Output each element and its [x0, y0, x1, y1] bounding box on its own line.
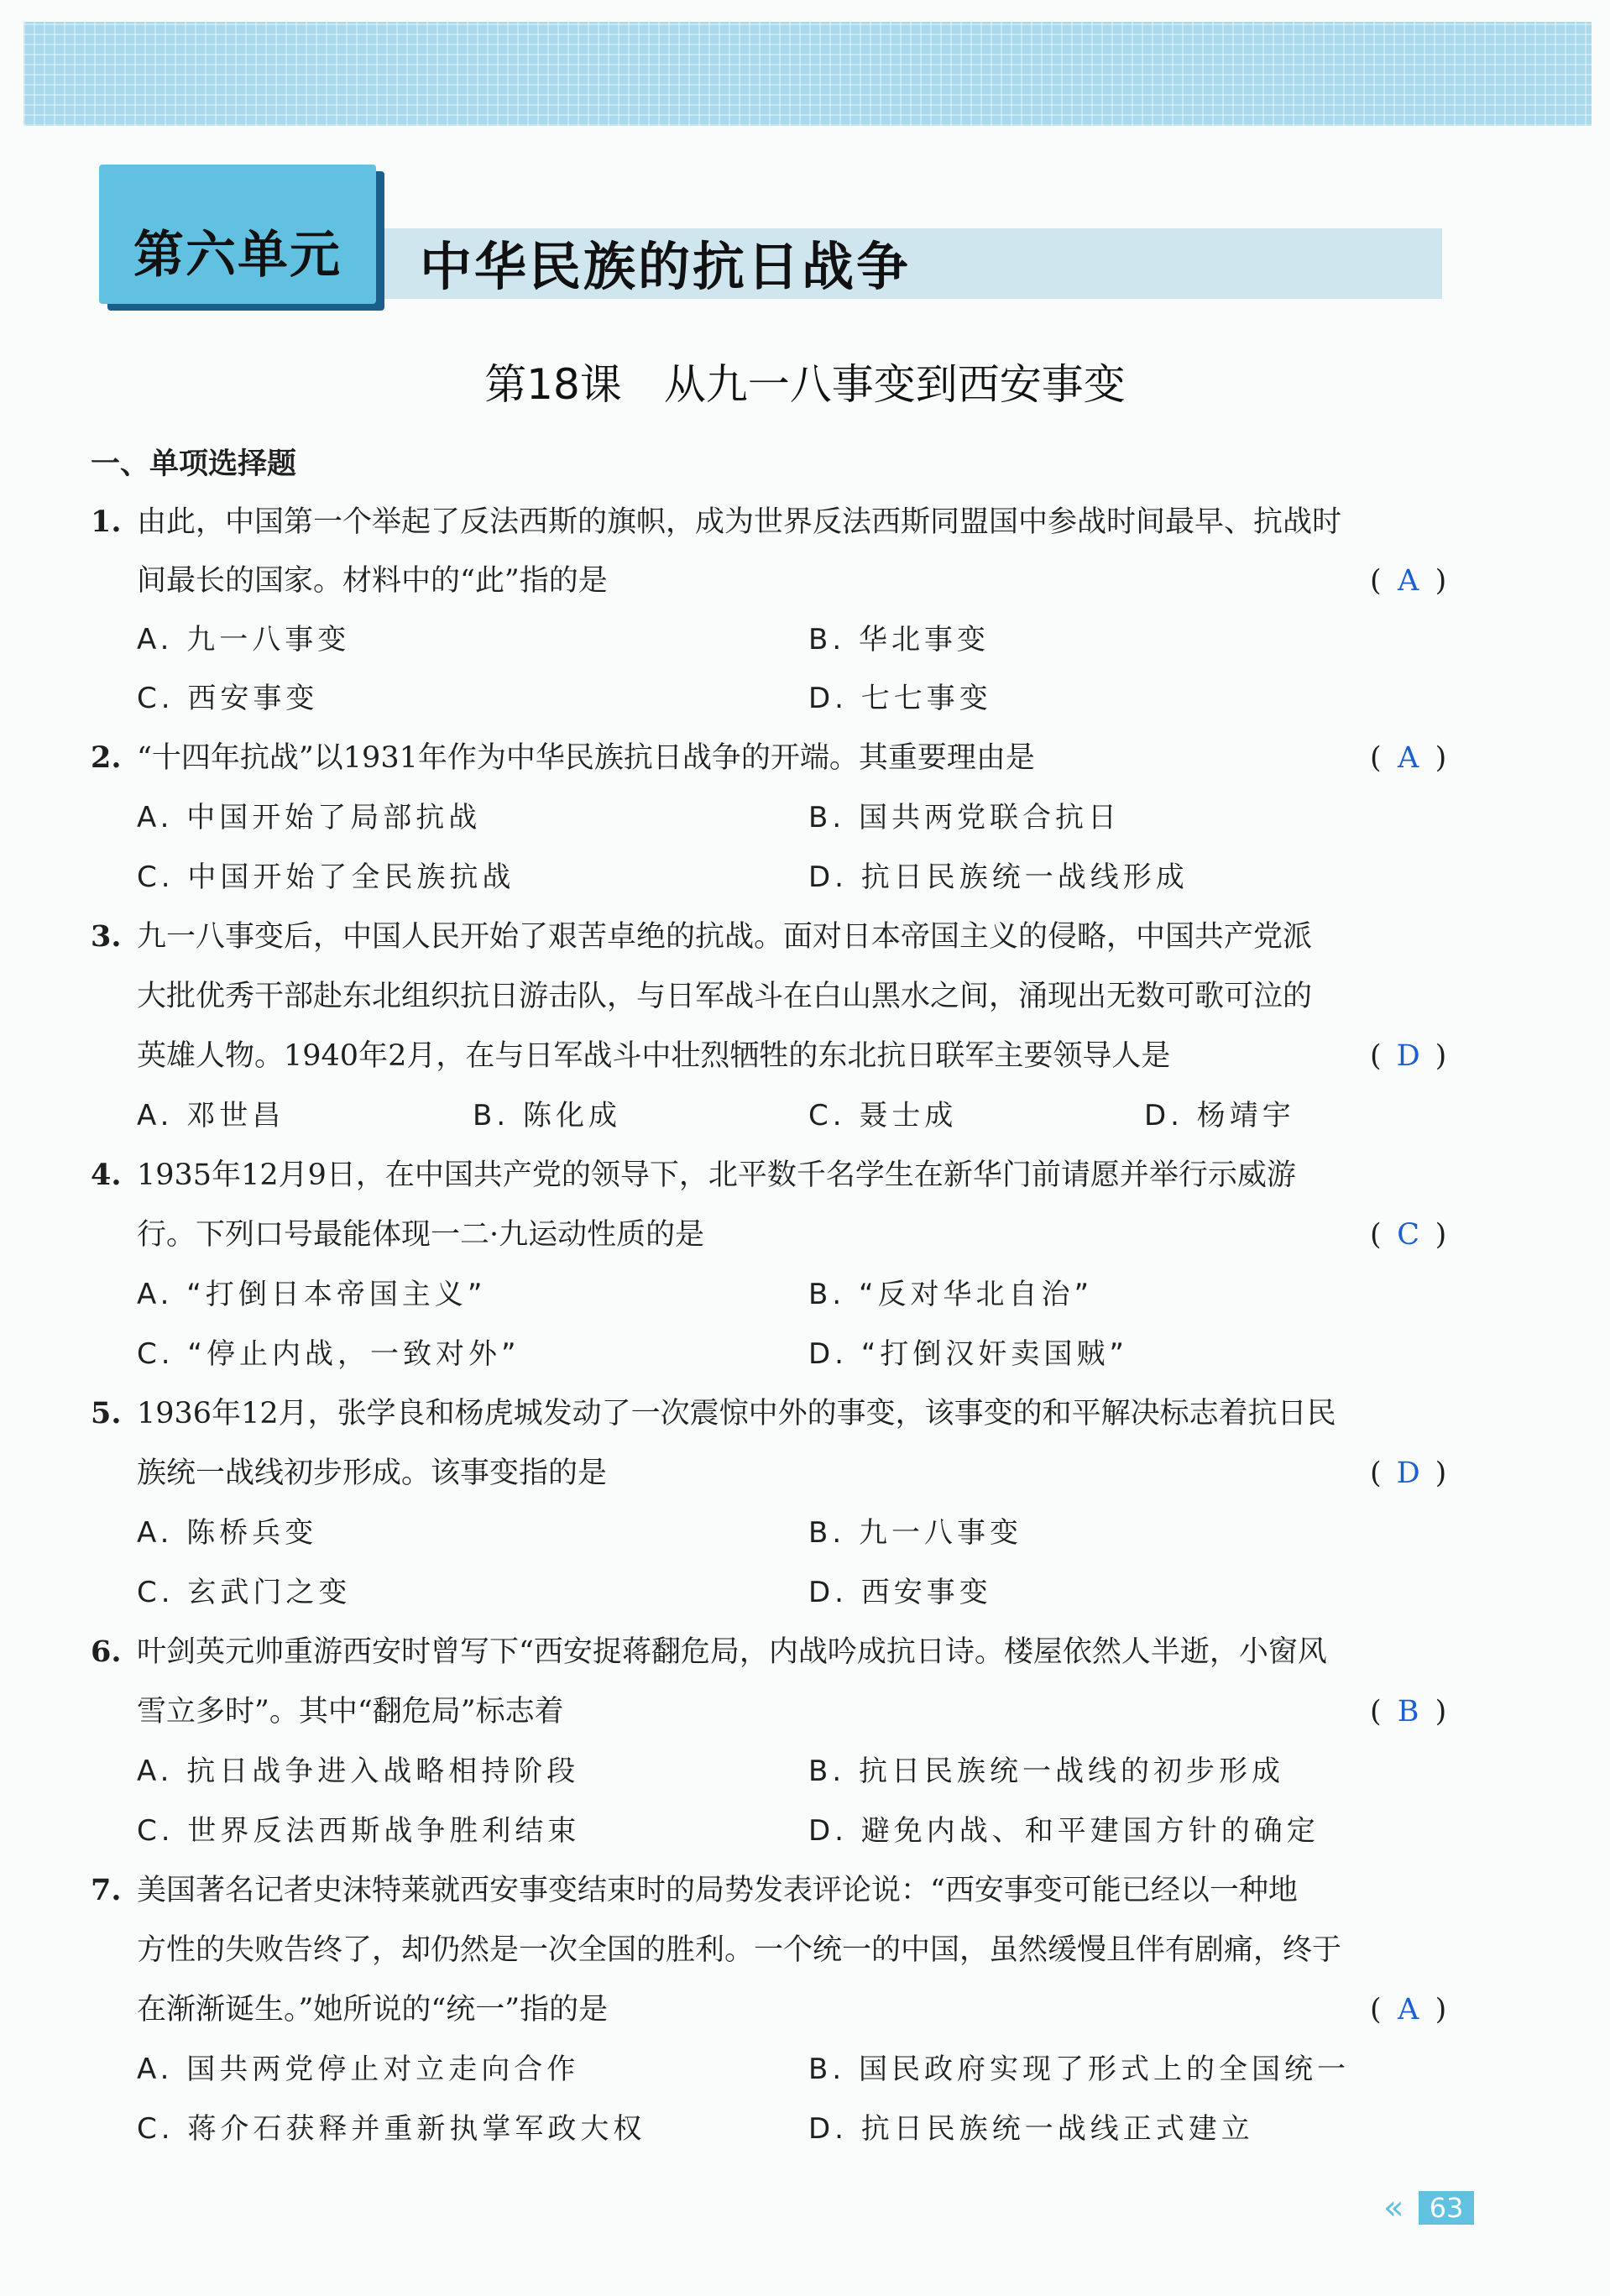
option: A. 九一八事变 — [137, 623, 351, 656]
option: D. 杨靖宇 — [1144, 1099, 1295, 1132]
answer-bracket: ( B ) — [1370, 1691, 1446, 1733]
option: C. 玄武门之变 — [137, 1576, 352, 1609]
lesson-heading — [0, 351, 1610, 411]
question-text-line: 英雄人物。1940年2月，在与日军战斗中壮烈牺牲的东北抗日联军主要领导人是 — [137, 1039, 1171, 1073]
answer-bracket: ( A ) — [1370, 560, 1446, 602]
option: B. 陈化成 — [473, 1099, 621, 1132]
unit-badge — [99, 165, 376, 304]
option: A. 中国开始了局部抗战 — [137, 801, 482, 834]
question-text-line: 在渐渐诞生。”她所说的“统一”指的是 — [137, 1993, 609, 2027]
question-number: 3. — [91, 919, 122, 954]
question-text-line: 族统一战线初步形成。该事变指的是 — [137, 1457, 608, 1490]
page-chevron-icon: « — [1383, 2189, 1404, 2227]
question-text-line: 美国著名记者史沫特莱就西安事变结束时的局势发表评论说：“西安事变可能已经以一种地 — [137, 1874, 1298, 1907]
option: D. “打倒汉奸卖国贼” — [808, 1337, 1129, 1371]
option: B. 抗日民族统一战线的初步形成 — [808, 1755, 1284, 1788]
answer-bracket: ( A ) — [1370, 737, 1446, 779]
page-number: 63 — [1419, 2191, 1474, 2225]
option: A. 国共两党停止对立走向合作 — [137, 2053, 580, 2086]
question-number: 7. — [91, 1873, 122, 1907]
lesson-title: 从九一八事变到西安事变 — [663, 360, 1126, 409]
question-text-line: 雪立多时”。其中“翻危局”标志着 — [137, 1695, 564, 1729]
option: B. 国民政府实现了形式上的全国统一 — [808, 2053, 1350, 2086]
question-text-line: “十四年抗战”以1931年作为中华民族抗日战争的开端。其重要理由是 — [137, 741, 1035, 775]
answer-bracket: ( C ) — [1370, 1214, 1446, 1256]
unit-label: 第六单元 — [133, 226, 342, 285]
option: A. 邓世昌 — [137, 1099, 285, 1132]
option: B. 九一八事变 — [808, 1516, 1022, 1550]
option: C. 西安事变 — [137, 682, 319, 715]
answer-letter: D — [1396, 1457, 1420, 1490]
answer-bracket: ( D ) — [1370, 1035, 1446, 1077]
answer-letter: B — [1397, 1695, 1419, 1729]
question-text-line: 1936年12月，张学良和杨虎城发动了一次震惊中外的事变，该事变的和平解决标志着抗日民 — [137, 1397, 1336, 1430]
answer-letter: A — [1398, 1993, 1419, 2027]
question-number: 1. — [91, 505, 122, 539]
lesson-number: 第18课 — [484, 360, 622, 409]
question-text-line: 大批优秀干部赴东北组织抗日游击队，与日军战斗在白山黑水之间，涌现出无数可歌可泣的 — [137, 980, 1313, 1013]
question-text-line: 由此，中国第一个举起了反法西斯的旗帜，成为世界反法西斯同盟国中参战时间最早、抗战时 — [137, 505, 1342, 539]
answer-letter: A — [1398, 564, 1419, 598]
option: D. 抗日民族统一战线正式建立 — [808, 2112, 1254, 2146]
answer-letter: D — [1396, 1039, 1420, 1073]
answer-bracket: ( D ) — [1370, 1452, 1446, 1494]
option: D. 西安事变 — [808, 1576, 992, 1609]
question-text-line: 方性的失败告终了，却仍然是一次全国的胜利。一个统一的中国，虽然缓慢且伴有剧痛，终于 — [137, 1933, 1342, 1967]
question-text-line: 1935年12月9日，在中国共产党的领导下，北平数千名学生在新华门前请愿并举行示威游 — [137, 1158, 1296, 1192]
answer-letter: C — [1397, 1218, 1420, 1252]
answer-letter: A — [1398, 741, 1419, 775]
answer-bracket: ( A ) — [1370, 1989, 1446, 2031]
option: D. 避免内战、和平建国方针的确定 — [808, 1814, 1320, 1848]
option: D. 七七事变 — [808, 682, 992, 715]
question-number: 4. — [91, 1158, 122, 1192]
option: C. 中国开始了全民族抗战 — [137, 860, 515, 894]
question-text-line: 间最长的国家。材料中的“此”指的是 — [137, 564, 608, 598]
option: D. 抗日民族统一战线形成 — [808, 860, 1189, 894]
unit-title: 中华民族的抗日战争 — [420, 236, 912, 297]
question-number: 6. — [91, 1634, 122, 1669]
option: C. 世界反法西斯战争胜利结束 — [137, 1814, 581, 1848]
option: A. “打倒日本帝国主义” — [137, 1278, 487, 1311]
option: B. 国共两党联合抗日 — [808, 801, 1121, 834]
option: C. “停止内战，一致对外” — [137, 1337, 520, 1371]
option: B. “反对华北自治” — [808, 1278, 1094, 1311]
question-text-line: 行。下列口号最能体现一二·九运动性质的是 — [137, 1218, 705, 1252]
option: C. 聂士成 — [808, 1099, 958, 1132]
header-pattern-band — [24, 22, 1592, 126]
question-text-line: 叶剑英元帅重游西安时曾写下“西安捉蒋翻危局，内战吟成抗日诗。楼屋依然人半逝，小窗风 — [137, 1635, 1327, 1669]
option: B. 华北事变 — [808, 623, 990, 656]
question-number: 2. — [91, 740, 122, 775]
section-title: 一、单项选择题 — [91, 447, 297, 481]
option: A. 陈桥兵变 — [137, 1516, 318, 1550]
question-text-line: 九一八事变后，中国人民开始了艰苦卓绝的抗战。面对日本帝国主义的侵略，中国共产党派 — [137, 920, 1313, 954]
option: C. 蒋介石获释并重新执掌军政大权 — [137, 2112, 646, 2146]
option: A. 抗日战争进入战略相持阶段 — [137, 1755, 580, 1788]
question-number: 5. — [91, 1396, 122, 1430]
